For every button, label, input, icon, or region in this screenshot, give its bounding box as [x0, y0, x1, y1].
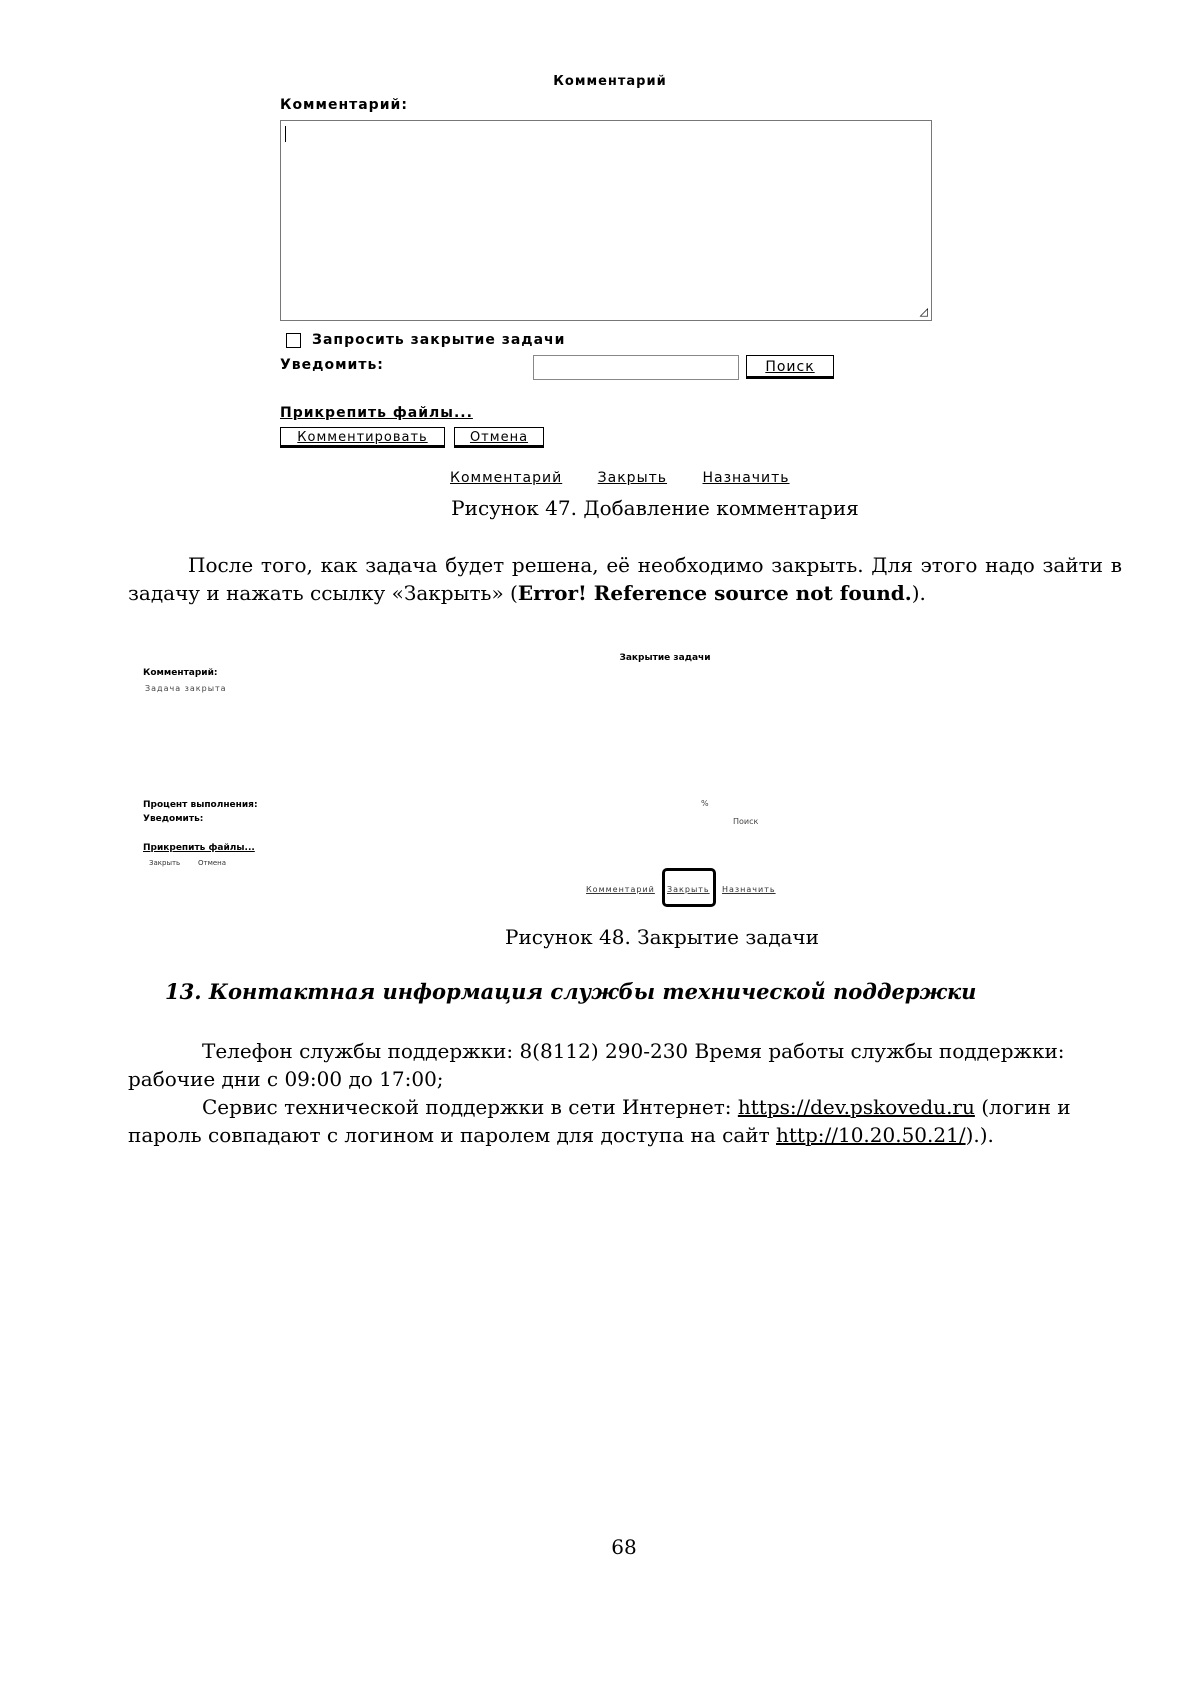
reference-error: Error! Reference source not found. [517, 581, 912, 605]
close-notify-label: Уведомить: [143, 814, 204, 824]
close-nav-close-link[interactable]: Закрыть [667, 885, 710, 894]
close-comment-label: Комментарий: [143, 668, 218, 678]
section-heading: 13. Контактная информация службы технической поддержки [165, 979, 977, 1004]
nav-comment-link[interactable]: Комментарий [450, 470, 563, 486]
comment-label: Комментарий: [280, 97, 408, 113]
comment-button[interactable]: Комментировать [280, 427, 445, 448]
close-instructions-paragraph [128, 551, 1122, 607]
support-service-link[interactable]: https://dev.pskovedu.ru [737, 1095, 975, 1119]
figure47-title: Комментарий [553, 74, 667, 89]
paragraph1-text-after: ). [911, 581, 926, 605]
figure48-caption: Рисунок 48. Закрытие задачи [505, 925, 819, 949]
percent-label: Процент выполнения: [143, 800, 258, 810]
close-comment-text[interactable]: Задача закрыта [145, 684, 227, 693]
nav-close-link[interactable]: Закрыть [597, 470, 668, 486]
service-text-before: Сервис технической поддержки в сети Интернет: [202, 1095, 738, 1119]
text-caret [285, 126, 286, 142]
nav-assign-link[interactable]: Назначить [702, 470, 790, 486]
close-nav-comment-link[interactable]: Комментарий [586, 885, 655, 894]
service-text-after: ).). [965, 1123, 994, 1147]
search-button[interactable]: Поиск [746, 355, 834, 379]
service-paragraph [128, 1093, 1122, 1149]
paragraph1-text-before: После того, как задача будет решена, её необходимо закрыть. Для этого надо зайти в задачу и нажать ссылку «Закрыть» ( [128, 553, 1122, 605]
close-task-button[interactable]: Закрыть [149, 859, 181, 867]
close-nav-assign-link[interactable]: Назначить [722, 885, 776, 894]
site-link[interactable]: http://10.20.50.21/ [776, 1123, 966, 1147]
comment-textarea[interactable] [280, 120, 932, 321]
phone-paragraph: Телефон службы поддержки: 8(8112) 290-230 Время работы службы поддержки: рабочие дни с 09:00 до 17:00; [128, 1039, 1065, 1091]
figure47-nav [450, 470, 820, 486]
close-attach-files-link[interactable]: Прикрепить файлы... [143, 843, 255, 853]
figure48-title: Закрытие задачи [619, 653, 711, 663]
close-cancel-button[interactable]: Отмена [198, 859, 227, 867]
resize-handle-icon[interactable]: ◿ [919, 305, 928, 318]
page-number: 68 [611, 1535, 637, 1559]
request-close-label: Запросить закрытие задачи [312, 332, 566, 348]
close-search-button[interactable]: Поиск [733, 817, 759, 826]
figure47-caption: Рисунок 47. Добавление комментария [451, 496, 859, 520]
attach-files-link[interactable]: Прикрепить файлы... [280, 405, 473, 421]
request-close-checkbox[interactable] [286, 333, 301, 348]
notify-input[interactable] [533, 355, 739, 380]
service-text-middle: (логин и пароль совпадают с логином и паролем для доступа на сайт [128, 1095, 1071, 1147]
cancel-button[interactable]: Отмена [454, 427, 544, 448]
percent-sign: % [701, 799, 709, 808]
notify-label: Уведомить: [280, 357, 384, 373]
